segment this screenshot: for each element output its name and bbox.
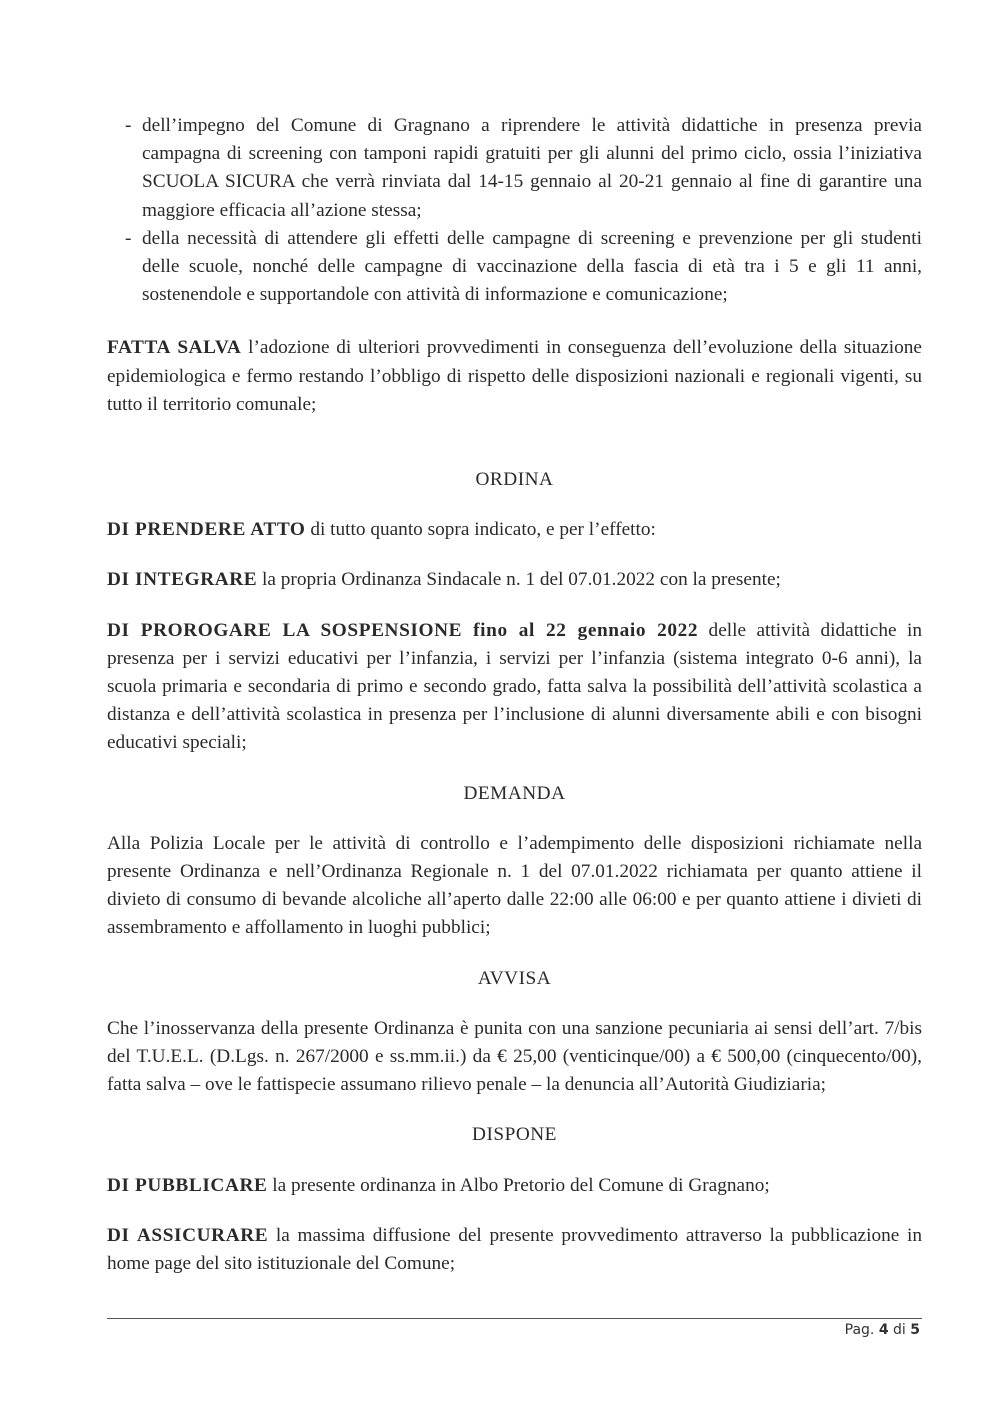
integrare-label: DI INTEGRARE bbox=[107, 569, 258, 591]
page-number-total: 5 bbox=[910, 1322, 920, 1338]
page-number-prefix: Pag. bbox=[844, 1322, 879, 1338]
prendere-atto-paragraph bbox=[107, 516, 922, 544]
demanda-heading: DEMANDA bbox=[463, 782, 566, 804]
prorogare-text: delle attività didattiche in presenza per i servizi educativi per l’infanzia, i servizi per l’infanzia (sistema integrato 0-6 anni), la scuola primaria e secondaria di primo e secondo grado, fatta salva la possibilità dell’attività scolastica a distanza e dell’attività scolastica in presenza per l’inclusione di alunni diversamente abili e con bisogni educativi speciali; bbox=[107, 619, 922, 754]
pubblicare-text: la presente ordinanza in Albo Pretorio del Comune di Gragnano; bbox=[267, 1174, 770, 1196]
bullet-dash: - bbox=[125, 227, 132, 249]
prorogare-paragraph bbox=[107, 617, 922, 758]
bullet-impegno-comune bbox=[107, 112, 922, 225]
page-number-middle: di bbox=[888, 1322, 911, 1338]
pubblicare-label: DI PUBBLICARE bbox=[107, 1174, 268, 1196]
footer-divider bbox=[107, 1318, 922, 1319]
bullet-dash: - bbox=[125, 115, 132, 136]
bullet-text: della necessità di attendere gli effetti delle campagne di screening e prevenzione per gli studenti delle scuole, nonché delle campagne di vaccinazione della fascia di età tra i 5 e gli 11 anni, sostenendole e supportandole con attività di informazione e comunicazione; bbox=[142, 227, 922, 306]
page-number-current: 4 bbox=[878, 1322, 889, 1338]
bullet-text: dell’impegno del Comune di Gragnano a riprendere le attività didattiche in presenza previa campagna di screening con tamponi rapidi gratuiti per gli alunni del primo ciclo, ossia l’iniziativa SCUOLA SICURA che verrà rinviata dal 14-15 gennaio al 20-21 gennaio al fine di garantire una maggiore efficacia all’azione stessa; bbox=[142, 115, 922, 221]
demanda-paragraph: Alla Polizia Locale per le attività di controllo e l’adempimento delle disposizioni richiamate nella presente Ordinanza e nell’Ordinanza Regionale n. 1 del 07.01.2022 richiamata per quanto attiene il divieto di consumo di bevande alcoliche all’aperto dalle 22:00 alle 06:00 e per quanto attiene i divieti di assembramento e affollamento in luoghi pubblici; bbox=[107, 832, 922, 939]
assicurare-text: la massima diffusione del presente provvedimento attraverso la pubblicazione in home page del sito istituzionale del Comune; bbox=[107, 1224, 922, 1275]
dispone-heading: DISPONE bbox=[472, 1124, 557, 1146]
page-number bbox=[845, 1322, 920, 1338]
document-body bbox=[107, 112, 922, 1278]
bullet-necessita-attendere bbox=[107, 225, 922, 310]
prorogare-date: 22 gennaio 2022 bbox=[546, 619, 699, 641]
pubblicare-paragraph bbox=[107, 1172, 922, 1200]
prendere-atto-label: DI PRENDERE ATTO bbox=[107, 519, 306, 541]
assicurare-label: DI ASSICURARE bbox=[107, 1224, 269, 1246]
avvisa-paragraph: Che l’inosservanza della presente Ordinanza è punita con una sanzione pecuniaria ai sensi dell’art. 7/bis del T.U.E.L. (D.Lgs. n. 267/2000 e ss.mm.ii.) da € 25,00 (venticinque/00) a € 500,00 (cinquecento/00), fatta salva – ove le fattispecie assumano rilievo penale – la denuncia all’Autorità Giudiziaria; bbox=[107, 1017, 922, 1096]
integrare-paragraph bbox=[107, 566, 922, 594]
prendere-atto-text: di tutto quanto sopra indicato, e per l’effetto: bbox=[305, 519, 656, 541]
prorogare-label: DI PROROGARE LA SOSPENSIONE bbox=[107, 619, 463, 641]
fatta-salva-label: FATTA SALVA bbox=[107, 337, 242, 359]
fatta-salva-text: l’adozione di ulteriori provvedimenti in conseguenza dell’evoluzione della situazione epidemiologica e fermo restando l’obbligo di rispetto delle disposizioni nazionali e regionali vigenti, su tutto il territorio comunale; bbox=[107, 337, 922, 415]
fatta-salva-paragraph bbox=[107, 334, 922, 419]
ordina-heading: ORDINA bbox=[475, 469, 554, 491]
assicurare-paragraph bbox=[107, 1222, 922, 1278]
prorogare-fino-al: fino al bbox=[462, 619, 547, 641]
avvisa-heading: AVVISA bbox=[477, 967, 552, 989]
integrare-text: la propria Ordinanza Sindacale n. 1 del 07.01.2022 con la presente; bbox=[257, 569, 781, 591]
